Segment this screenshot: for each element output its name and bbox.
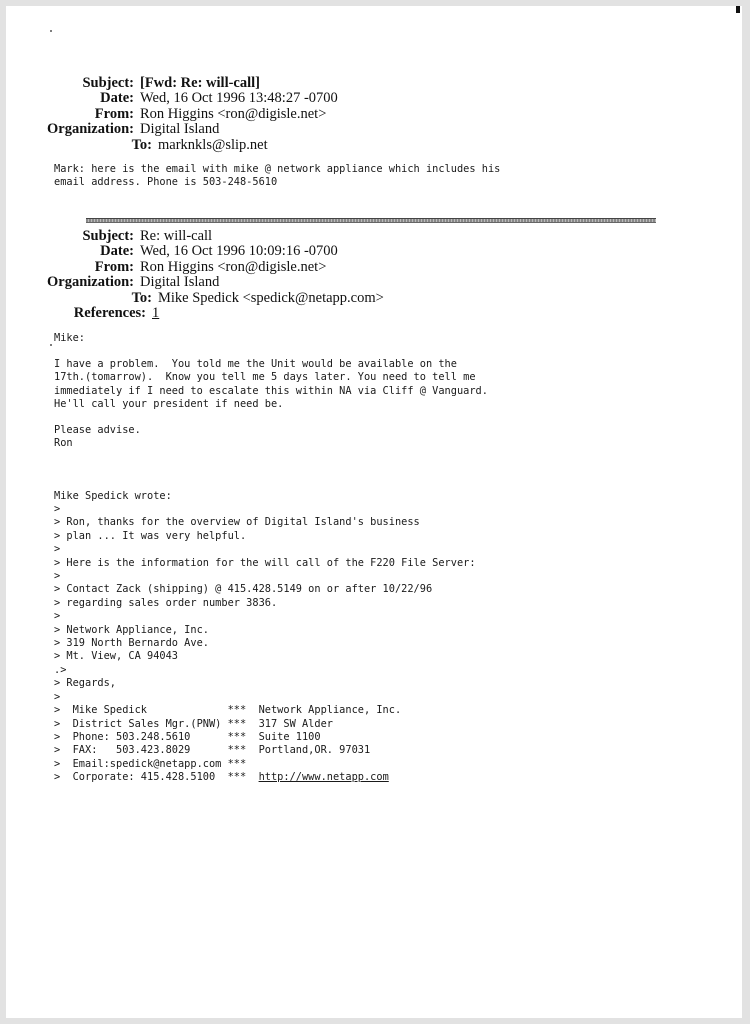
quoted-line: > [54,570,61,583]
quoted-line: > Network Appliance, Inc. [54,623,209,636]
quoted-line: > 319 North Bernardo Ave. [54,637,209,650]
website-link[interactable]: http://www.netapp.com [258,771,389,784]
header-to: marknkls@slip.net [158,136,268,153]
message-paragraph [54,358,488,412]
header-date-row [8,91,338,106]
header-label: Organization: [47,274,134,291]
quoted-line: > plan ... It was very helpful. [54,529,247,542]
quoted-line: > Mt. View, CA 94043 [54,650,178,663]
quoted-line: > Regards, [54,677,116,690]
signature-line: > Email:spedick@netapp.com *** [54,757,247,770]
closing-line: Please advise. [54,424,141,436]
header-subject-row [8,229,384,244]
body-line: He'll call your president if need be. [54,398,284,411]
body-line: I have a problem. You told me the Unit would be available on the [54,358,457,370]
closing-line: Ron [54,437,73,450]
header-references-row [8,306,384,321]
quote-intro: Mike Spedick wrote: [54,490,172,502]
reference-link[interactable]: 1 [152,305,160,322]
body-line: immediately if I need to escalate this within NA via Cliff @ Vanguard. [54,384,488,397]
header-to-row [8,138,338,153]
header-date: Wed, 16 Oct 1996 10:09:16 -0700 [140,243,338,260]
quoted-line: > regarding sales order number 3836. [54,596,278,609]
header-from-row [8,107,338,122]
header-label: Organization: [47,121,134,138]
signature-line: > Phone: 503.248.5610 *** Suite 1100 [54,730,321,743]
email-header-forward [8,76,338,153]
message-closing [54,424,141,451]
header-subject: [Fwd: Re: will-call] [140,75,260,91]
header-date-row [8,244,384,259]
header-to-row [8,291,384,306]
header-label: Subject: [82,75,134,91]
note-line: Mark: here is the email with mike @ network appliance which includes his [54,163,501,175]
header-org: Digital Island [140,274,220,291]
quoted-line: > Here is the information for the will call of the F220 File Server: [54,556,476,569]
note-line: email address. Phone is 503-248-5610 [54,176,278,189]
quoted-line: > Ron, thanks for the overview of Digital Island's business [54,516,420,529]
header-from: Ron Higgins <ron@digisle.net> [140,105,327,122]
header-label: From: [94,105,134,122]
quoted-line: .> [54,663,67,676]
header-from: Ron Higgins <ron@digisle.net> [140,258,327,275]
email-header-original [8,229,384,321]
header-label: Subject: [82,228,134,244]
header-subject-row [8,76,338,91]
quoted-line: > [54,610,61,623]
body-line: 17th.(tomarrow). Know you tell me 5 days later. You need to tell me [54,371,476,384]
salutation: Mike: [54,332,85,344]
header-org-row [8,275,384,290]
header-label: To: [131,289,152,306]
quoted-line: > [54,543,61,556]
scan-speck [50,30,52,32]
header-subject: Re: will-call [140,228,213,244]
header-label: To: [131,136,152,153]
quoted-line: > [54,503,61,515]
quoted-message [54,503,476,785]
signature-line: > Corporate: 415.428.5100 *** [54,771,259,784]
signature-line: > Mike Spedick *** Network Appliance, Inc. [54,704,402,717]
scan-mark [736,6,740,13]
header-label: Date: [100,90,134,107]
header-org-row [8,122,338,137]
quoted-line: > Contact Zack (shipping) @ 415.428.5149 on or after 10/22/96 [54,583,433,596]
header-label: Date: [100,243,134,260]
quoted-line: > [54,690,61,703]
signature-last-line [54,771,476,784]
scan-speck [50,344,52,346]
header-to: Mike Spedick <spedick@netapp.com> [158,289,384,306]
signature-line: > District Sales Mgr.(PNW) *** 317 SW Alder [54,717,333,730]
signature-line: > FAX: 503.423.8029 *** Portland,OR. 97031 [54,744,371,757]
header-from-row [8,260,384,275]
header-date: Wed, 16 Oct 1996 13:48:27 -0700 [140,90,338,107]
header-org: Digital Island [140,121,220,138]
header-label: References: [73,305,146,322]
separator-rule [86,218,656,223]
forward-note [54,163,500,190]
document-page [6,6,742,1018]
header-label: From: [94,258,134,275]
